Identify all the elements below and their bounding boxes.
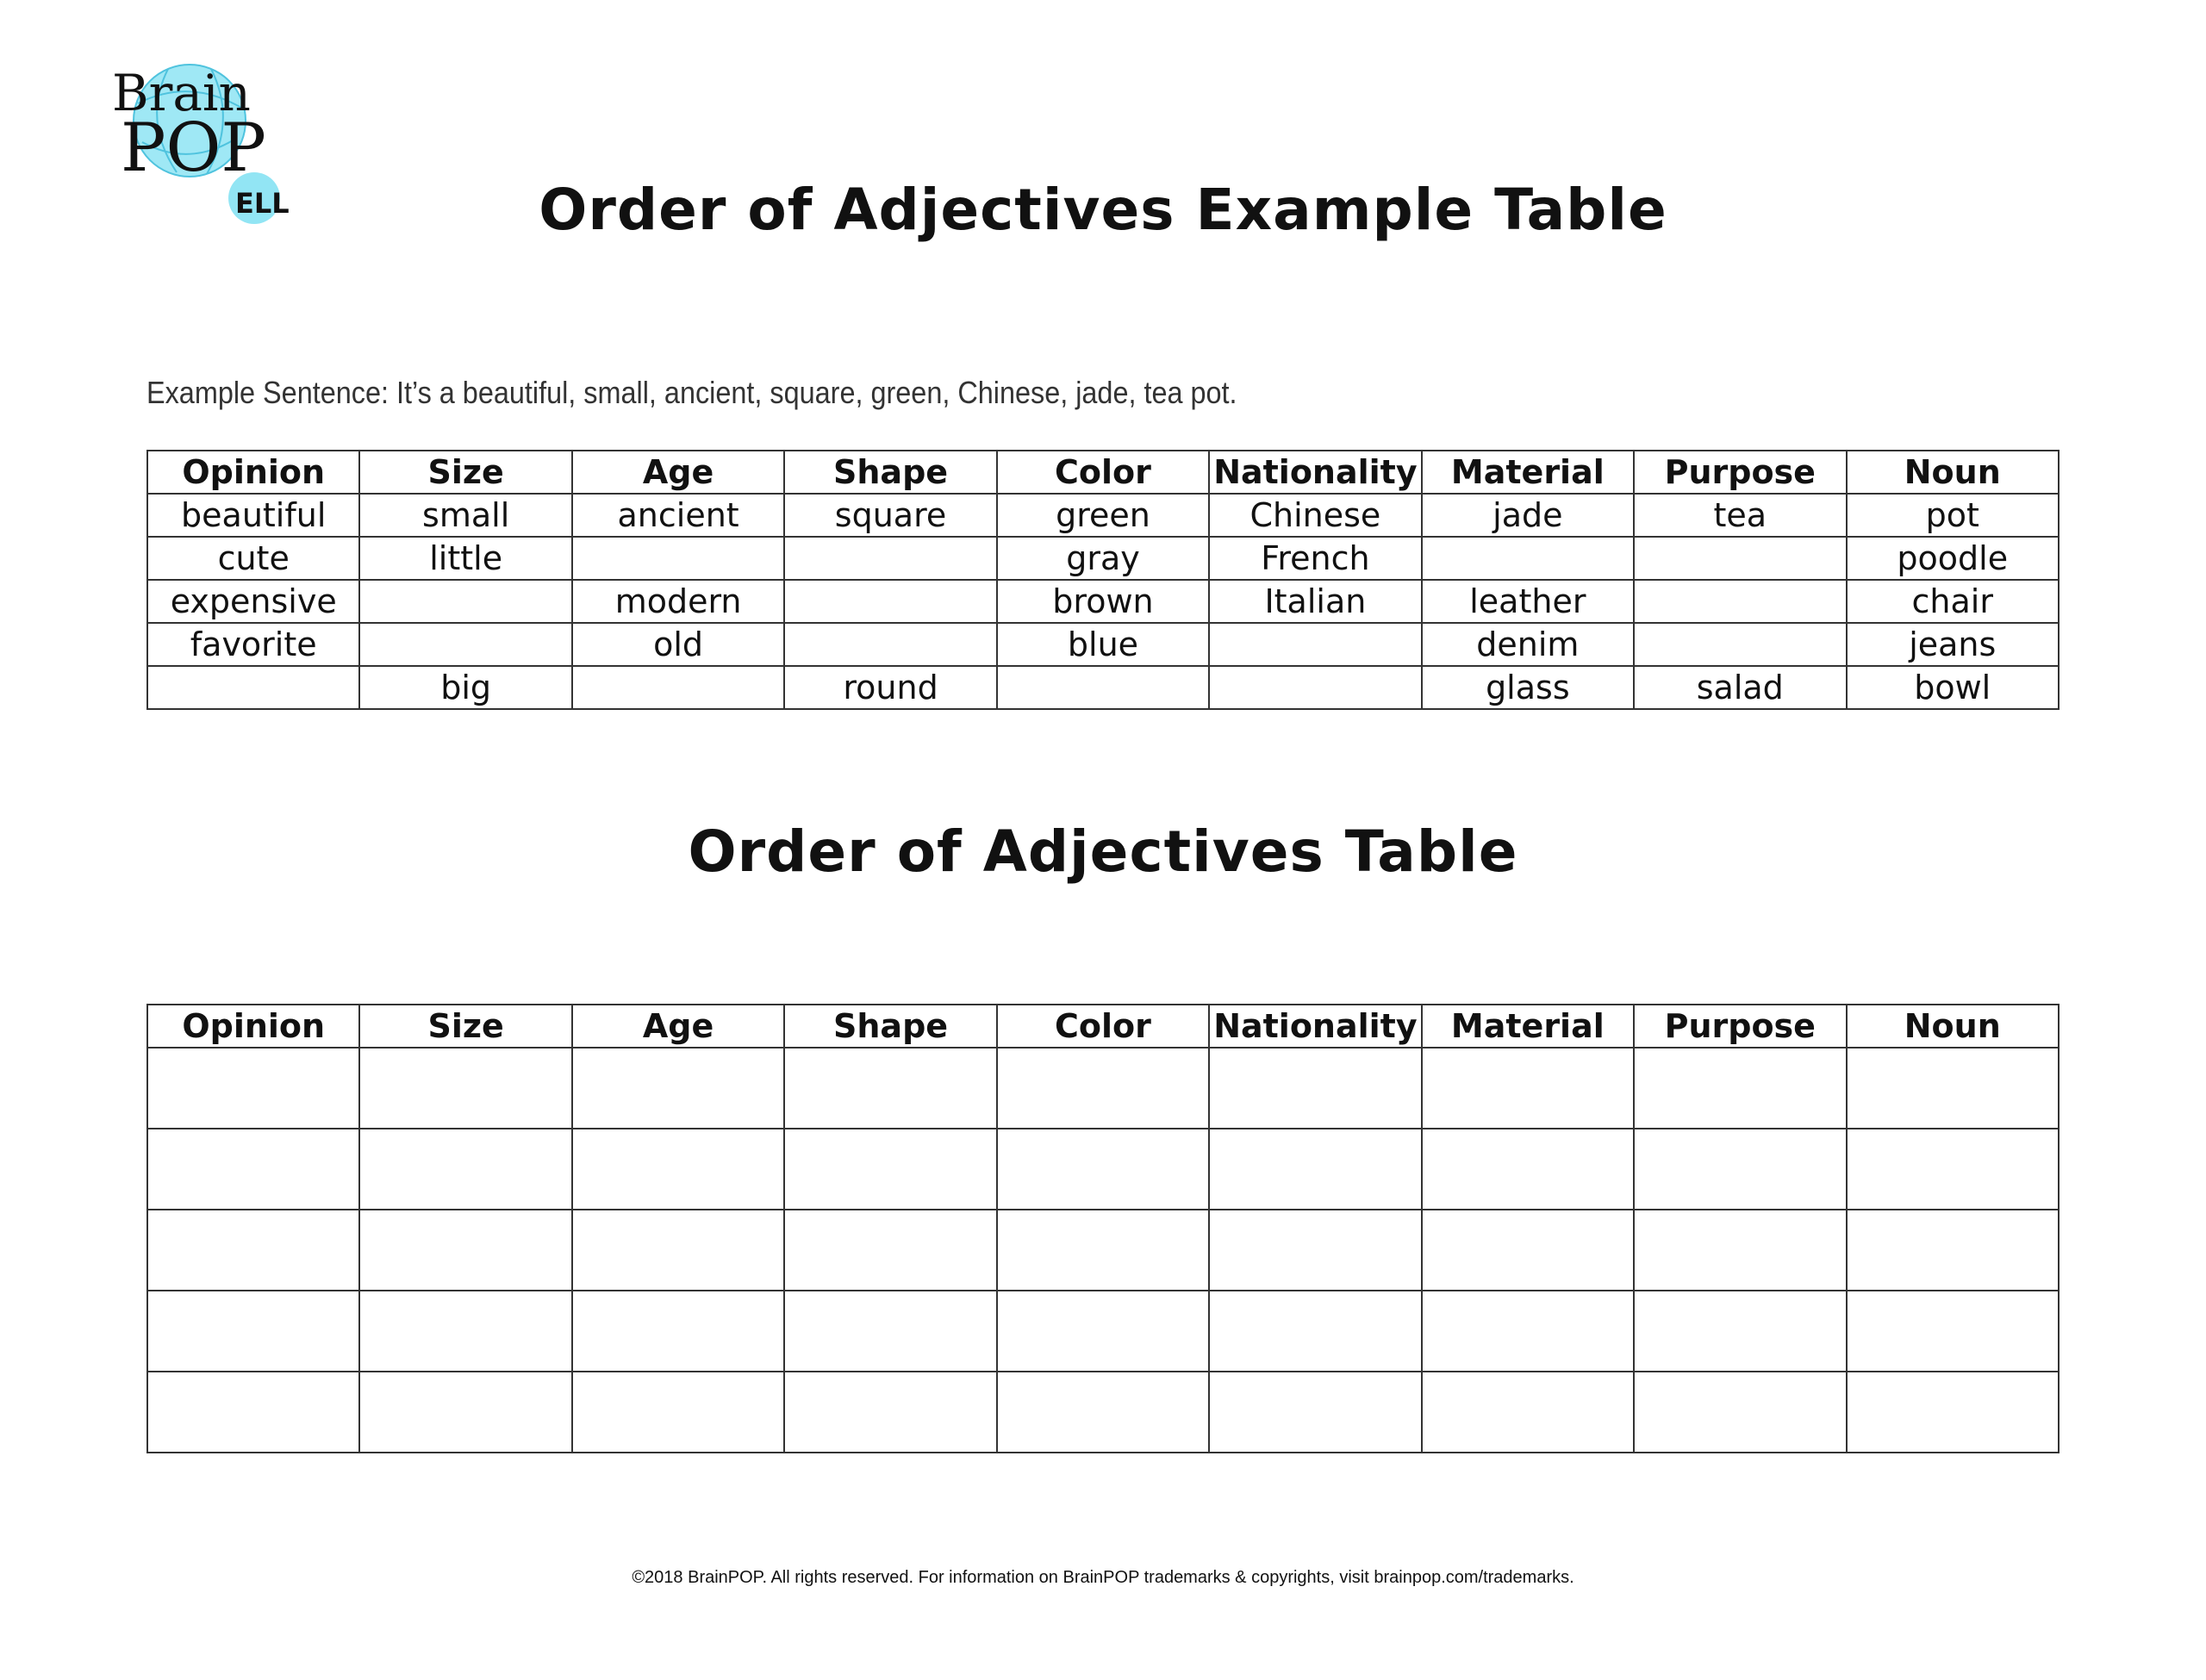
header-size: Size — [359, 1005, 571, 1048]
example-adjectives-table — [146, 450, 2060, 710]
table-cell — [359, 1129, 571, 1210]
table-cell: big — [359, 666, 571, 709]
table-cell: leather — [1422, 580, 1634, 623]
table-cell — [1634, 1129, 1846, 1210]
table-cell — [1634, 1210, 1846, 1291]
table-row — [147, 623, 2059, 666]
table-cell: glass — [1422, 666, 1634, 709]
table-cell: jeans — [1847, 623, 2060, 666]
logo-pop-text: POP — [121, 109, 266, 187]
header-shape: Shape — [784, 451, 996, 494]
table-cell — [784, 1291, 996, 1372]
table-cell: old — [572, 623, 784, 666]
table-cell — [359, 1048, 571, 1129]
table-header-row — [147, 451, 2059, 494]
table-cell — [784, 1372, 996, 1453]
header-opinion: Opinion — [147, 1005, 359, 1048]
table-cell — [359, 623, 571, 666]
table-cell: bowl — [1847, 666, 2060, 709]
logo-brain-text: Brain — [112, 64, 251, 122]
header-nationality: Nationality — [1209, 1005, 1421, 1048]
table-cell — [147, 1291, 359, 1372]
header-age: Age — [572, 451, 784, 494]
table-cell — [997, 1291, 1209, 1372]
table-cell — [359, 1372, 571, 1453]
table-cell: little — [359, 537, 571, 580]
header-nationality: Nationality — [1209, 451, 1421, 494]
table-cell: ancient — [572, 494, 784, 537]
header-color: Color — [997, 451, 1209, 494]
table-cell — [1847, 1048, 2060, 1129]
table-cell: Italian — [1209, 580, 1421, 623]
table-cell — [1634, 623, 1846, 666]
table-cell — [147, 1372, 359, 1453]
table-cell: favorite — [147, 623, 359, 666]
table-cell — [784, 1210, 996, 1291]
table-cell — [1209, 623, 1421, 666]
blank-adjectives-table — [146, 1004, 2060, 1453]
copyright-footer: ©2018 BrainPOP. All rights reserved. For information on BrainPOP trademarks & copyrights, visit brainpop.com/trademarks. — [632, 1568, 1574, 1587]
blank-table-title: Order of Adjectives Table — [688, 818, 1518, 885]
table-cell — [997, 1372, 1209, 1453]
table-cell: jade — [1422, 494, 1634, 537]
table-cell: poodle — [1847, 537, 2060, 580]
header-material: Material — [1422, 451, 1634, 494]
table-cell: small — [359, 494, 571, 537]
table-cell: square — [784, 494, 996, 537]
table-header-row — [147, 1005, 2059, 1048]
table-cell — [1209, 1129, 1421, 1210]
table-cell: pot — [1847, 494, 2060, 537]
table-cell — [572, 537, 784, 580]
table-cell — [784, 580, 996, 623]
table-cell: French — [1209, 537, 1421, 580]
table-cell — [997, 1210, 1209, 1291]
header-noun: Noun — [1847, 451, 2060, 494]
header-purpose: Purpose — [1634, 1005, 1846, 1048]
table-cell — [1209, 1048, 1421, 1129]
table-cell: gray — [997, 537, 1209, 580]
table-row — [147, 494, 2059, 537]
header-noun: Noun — [1847, 1005, 2060, 1048]
table-cell — [1847, 1210, 2060, 1291]
blank-table-body — [147, 1048, 2059, 1453]
table-cell — [1634, 580, 1846, 623]
table-cell — [997, 1048, 1209, 1129]
table-cell — [1422, 1210, 1634, 1291]
table-cell — [1422, 1291, 1634, 1372]
table-cell — [1634, 1048, 1846, 1129]
table-cell — [1634, 1291, 1846, 1372]
header-material: Material — [1422, 1005, 1634, 1048]
table-cell — [1209, 1372, 1421, 1453]
table-cell: modern — [572, 580, 784, 623]
example-sentence: Example Sentence: It’s a beautiful, small, ancient, square, green, Chinese, jade, tea pot. — [146, 375, 1237, 410]
table-cell — [1209, 1210, 1421, 1291]
table-row — [147, 1372, 2059, 1453]
table-cell — [359, 580, 571, 623]
header-age: Age — [572, 1005, 784, 1048]
table-cell — [147, 666, 359, 709]
table-row — [147, 580, 2059, 623]
example-table-body — [147, 494, 2059, 709]
table-cell — [1847, 1291, 2060, 1372]
logo-ell-text: ELL — [235, 187, 290, 220]
header-color: Color — [997, 1005, 1209, 1048]
table-cell: blue — [997, 623, 1209, 666]
table-cell: green — [997, 494, 1209, 537]
table-cell — [784, 1048, 996, 1129]
table-row — [147, 537, 2059, 580]
table-cell — [784, 623, 996, 666]
table-cell: cute — [147, 537, 359, 580]
table-cell — [1634, 1372, 1846, 1453]
table-cell: chair — [1847, 580, 2060, 623]
header-purpose: Purpose — [1634, 451, 1846, 494]
table-cell — [1847, 1372, 2060, 1453]
table-cell: Chinese — [1209, 494, 1421, 537]
table-cell — [147, 1048, 359, 1129]
table-row — [147, 1291, 2059, 1372]
table-cell — [1209, 1291, 1421, 1372]
example-table-title: Order of Adjectives Example Table — [539, 177, 1667, 243]
table-cell — [997, 666, 1209, 709]
table-cell: round — [784, 666, 996, 709]
table-row — [147, 1048, 2059, 1129]
table-cell — [1422, 1048, 1634, 1129]
table-cell — [1209, 666, 1421, 709]
table-row — [147, 1129, 2059, 1210]
table-cell — [147, 1210, 359, 1291]
header-opinion: Opinion — [147, 451, 359, 494]
table-cell — [572, 1291, 784, 1372]
table-cell — [784, 537, 996, 580]
table-cell — [572, 1372, 784, 1453]
table-cell — [147, 1129, 359, 1210]
table-row — [147, 666, 2059, 709]
header-shape: Shape — [784, 1005, 996, 1048]
table-cell: salad — [1634, 666, 1846, 709]
table-cell — [997, 1129, 1209, 1210]
table-cell: beautiful — [147, 494, 359, 537]
table-cell — [572, 1129, 784, 1210]
table-cell — [784, 1129, 996, 1210]
table-cell — [1847, 1129, 2060, 1210]
table-cell: denim — [1422, 623, 1634, 666]
table-cell — [572, 666, 784, 709]
table-cell — [1422, 537, 1634, 580]
table-cell — [359, 1210, 571, 1291]
table-cell — [572, 1048, 784, 1129]
table-cell — [572, 1210, 784, 1291]
table-cell — [1634, 537, 1846, 580]
table-cell: expensive — [147, 580, 359, 623]
table-cell — [1422, 1372, 1634, 1453]
table-row — [147, 1210, 2059, 1291]
header-size: Size — [359, 451, 571, 494]
table-cell: brown — [997, 580, 1209, 623]
table-cell — [359, 1291, 571, 1372]
table-cell — [1422, 1129, 1634, 1210]
table-cell: tea — [1634, 494, 1846, 537]
